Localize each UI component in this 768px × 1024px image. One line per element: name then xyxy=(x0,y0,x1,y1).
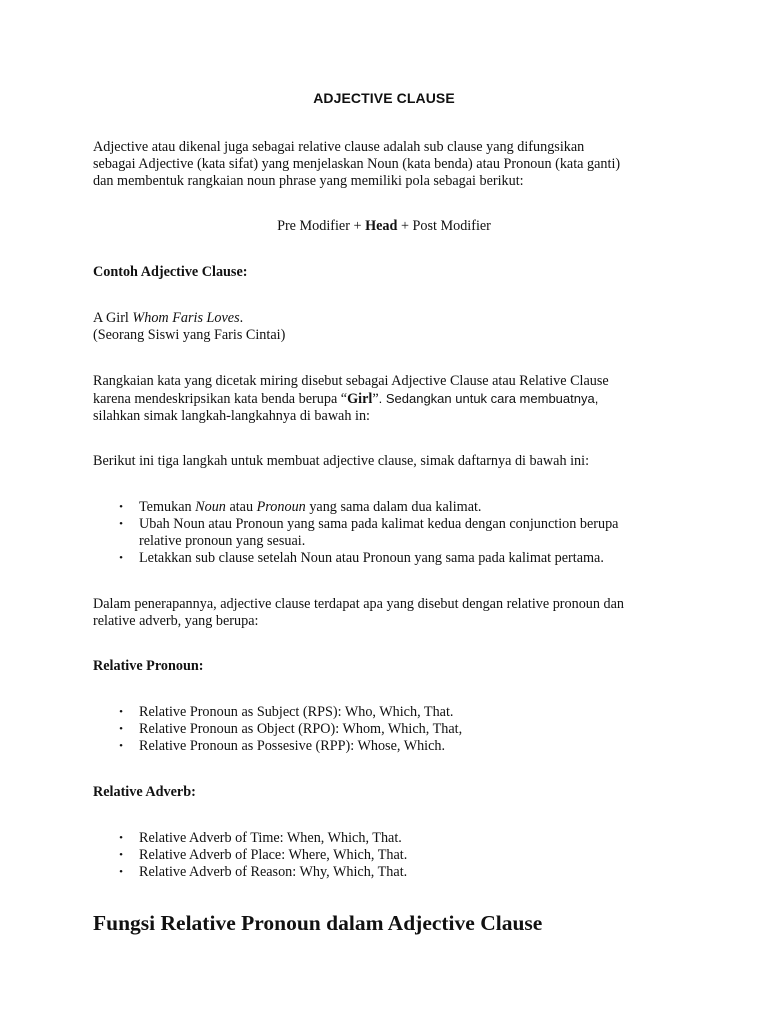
application-line-1: Dalam penerapannya, adjective clause terdapat apa yang disebut dengan relative pronoun dan xyxy=(93,596,625,612)
explain-line-2-sans: . Sedangkan untuk cara membuatnya, xyxy=(378,391,599,406)
relative-pronoun-item: Relative Pronoun as Subject (RPS): Who, Which, That. xyxy=(139,704,454,720)
list-item xyxy=(93,738,683,755)
bullet-icon: • xyxy=(119,723,123,735)
steps-intro: Berikut ini tiga langkah untuk membuat adjective clause, simak daftarnya di bawah ini: xyxy=(93,453,590,469)
example-suffix: . xyxy=(239,310,244,326)
relative-pronoun-list xyxy=(93,704,683,755)
list-item xyxy=(93,864,683,881)
list-item xyxy=(93,847,683,864)
example-prefix: A Girl xyxy=(93,310,133,326)
relative-adverb-heading xyxy=(93,784,683,801)
bullet-icon: • xyxy=(119,518,123,530)
step-1-pronoun: Pronoun xyxy=(256,499,306,515)
formula-line xyxy=(0,218,768,235)
bullet-icon: • xyxy=(119,832,123,844)
formula-head: Head xyxy=(365,218,398,234)
explain-paragraph xyxy=(93,373,683,425)
explain-line-3: silahkan simak langkah-langkahnya di bawah in: xyxy=(93,408,370,424)
list-item xyxy=(93,550,683,567)
formula-post: + Post Modifier xyxy=(397,218,491,234)
relative-pronoun-heading xyxy=(93,658,683,675)
step-1-text-a: Temukan xyxy=(139,499,196,515)
intro-line-1: Adjective atau dikenal juga sebagai relative clause adalah sub clause yang difungsikan xyxy=(93,139,585,155)
example-italic: Whom Faris Loves xyxy=(132,310,240,326)
step-2-line-2: relative pronoun yang sesuai. xyxy=(139,533,306,549)
bullet-icon: • xyxy=(119,866,123,878)
contoh-heading xyxy=(93,264,683,281)
bullet-icon: • xyxy=(119,501,123,513)
bullet-icon: • xyxy=(119,849,123,861)
relative-pronoun-item: Relative Pronoun as Object (RPO): Whom, Which, That, xyxy=(139,721,463,737)
explain-line-1: Rangkaian kata yang dicetak miring disebut sebagai Adjective Clause atau Relative Clause xyxy=(93,373,609,389)
contoh-heading-text: Contoh Adjective Clause: xyxy=(93,264,248,280)
list-item xyxy=(93,499,683,516)
relative-adverb-item: Relative Adverb of Time: When, Which, That. xyxy=(139,830,402,846)
bullet-icon: • xyxy=(119,740,123,752)
step-3-text: Letakkan sub clause setelah Noun atau Pronoun yang sama pada kalimat pertama. xyxy=(139,550,604,566)
intro-line-2: sebagai Adjective (kata sifat) yang menjelaskan Noun (kata benda) atau Pronoun (kata ganti) xyxy=(93,156,621,172)
application-paragraph xyxy=(93,596,683,630)
intro-paragraph xyxy=(93,139,683,190)
step-2-line-1: Ubah Noun atau Pronoun yang sama pada kalimat kedua dengan conjunction berupa xyxy=(139,516,619,532)
step-1-noun: Noun xyxy=(195,499,226,515)
application-line-2: relative adverb, yang berupa: xyxy=(93,613,259,629)
example-paragraph xyxy=(93,310,683,344)
list-item xyxy=(93,516,683,550)
list-item xyxy=(93,830,683,847)
bullet-icon: • xyxy=(119,552,123,564)
step-1-text-c: yang sama dalam dua kalimat. xyxy=(305,499,482,515)
relative-pronoun-heading-text: Relative Pronoun: xyxy=(93,658,204,674)
formula-pre: Pre Modifier + xyxy=(277,218,366,234)
explain-girl: Girl xyxy=(347,391,373,407)
list-item xyxy=(93,721,683,738)
step-1-text-b: atau xyxy=(225,499,257,515)
relative-pronoun-item: Relative Pronoun as Possesive (RPP): Whose, Which. xyxy=(139,738,446,754)
page-title: ADJECTIVE CLAUSE xyxy=(313,90,455,106)
list-item xyxy=(93,704,683,721)
steps-list xyxy=(93,499,683,567)
relative-adverb-heading-text: Relative Adverb: xyxy=(93,784,196,800)
relative-adverb-item: Relative Adverb of Reason: Why, Which, That. xyxy=(139,864,408,880)
example-translation: (Seorang Siswi yang Faris Cintai) xyxy=(93,327,286,343)
explain-line-2a: karena mendeskripsikan kata benda berupa “ xyxy=(93,391,348,407)
relative-adverb-list xyxy=(93,830,683,881)
explain-line-2b: ” xyxy=(372,391,379,407)
intro-line-3: dan membentuk rangkaian noun phrase yang memiliki pola sebagai berikut: xyxy=(93,173,524,189)
relative-adverb-item: Relative Adverb of Place: Where, Which, That. xyxy=(139,847,408,863)
section-heading: Fungsi Relative Pronoun dalam Adjective Clause xyxy=(93,911,543,935)
bullet-icon: • xyxy=(119,706,123,718)
